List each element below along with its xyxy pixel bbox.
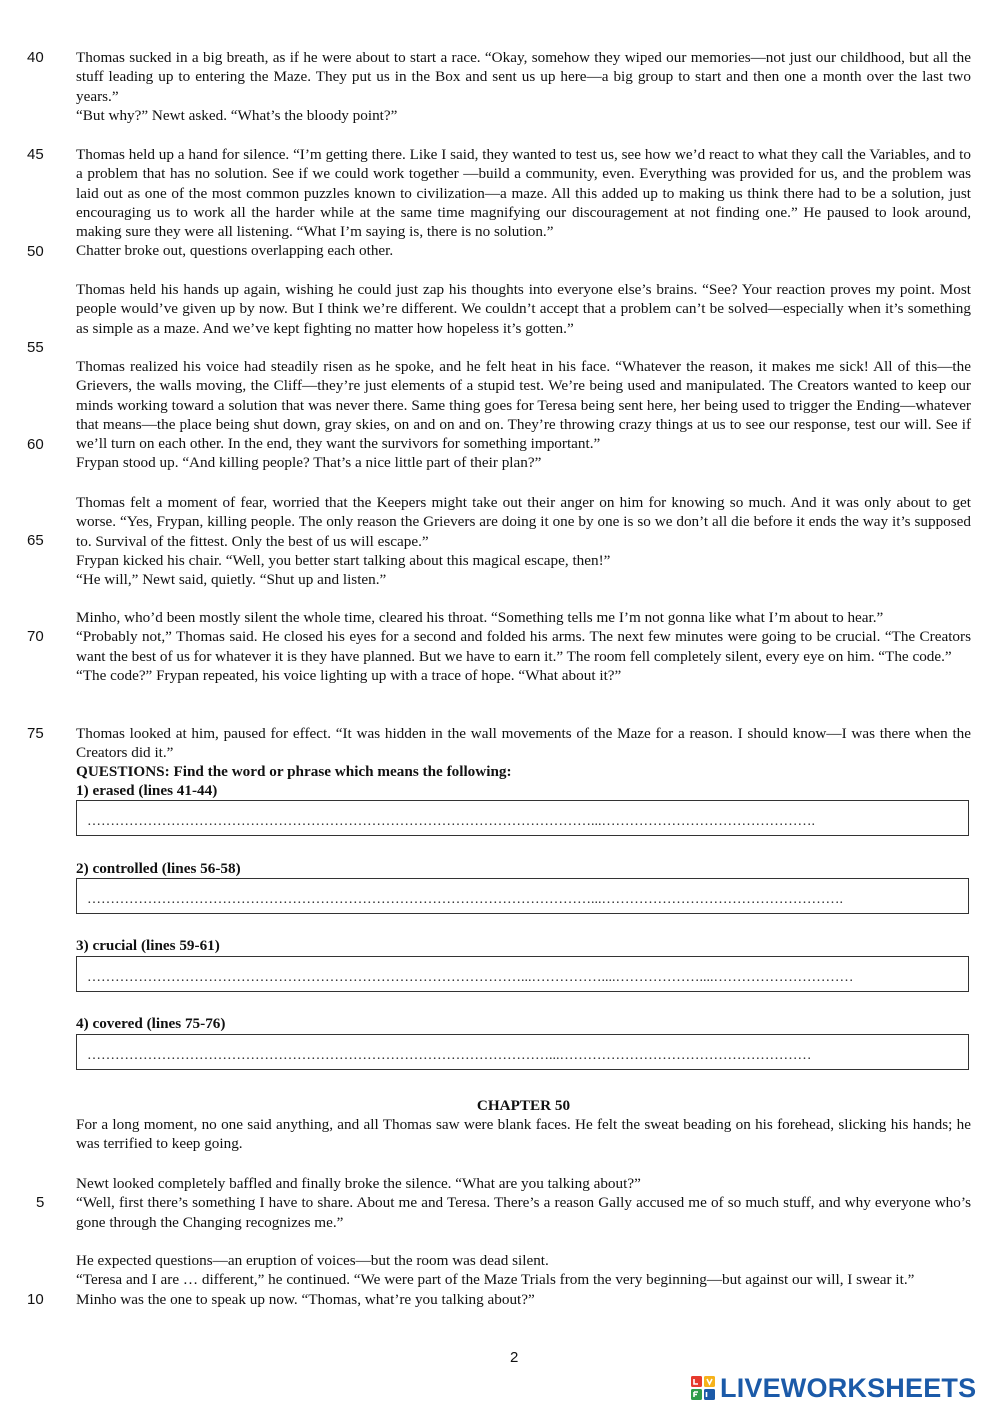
paragraph-line: Minho, who’d been mostly silent the whole time, cleared his throat. “Something tells me I’m not gonna like what I’m about to hear.”: [76, 609, 884, 626]
paragraph-line: “He will,” Newt said, quietly. “Shut up and listen.”: [76, 571, 387, 589]
passage-paragraph: [76, 608, 971, 685]
line-number: 75: [27, 725, 44, 742]
paragraph-line: “Teresa and I are … different,” he continued. “We were part of the Maze Trials from the very beginning—but against our will, I swear it.”: [76, 1271, 915, 1289]
answer-box-3[interactable]: [76, 956, 969, 992]
paragraph-line: Thomas held his hands up again, wishing he could just zap his thoughts into everyone else’s brains. “See? Your reaction proves my point. Most people would’ve given up by now. But I think we’re different. We couldn’t accept that a problem can’t be solved—especially when it’s something as simple as a maze. And we’ve kept fighting no matter how hopeless it’s gotten.”: [76, 281, 971, 337]
passage-paragraph: [76, 145, 971, 261]
paragraph-line: Thomas realized his voice had steadily risen as he spoke, and he felt heat in his face. “Whatever the reason, it makes me sick! All of this—the Grievers, the walls moving, the Cliff—they’re just elements of a stupid test. We’re being used and manipulated. The Creators wanted to keep our minds working toward a solution that was never there. Same thing goes for Teresa being sent here, her being used to trigger the Ending—whatever that means—the place being shut down, gray skies, on and on and on. They’re throwing crazy things at us to see our response, test our will. See if we’ll turn on each other. In the end, they want the survivors for something important.”: [76, 358, 971, 453]
paragraph-line: Thomas looked at him, paused for effect. “It was hidden in the wall movements of the Maze for a reason. I should know—I was there when the Creators did it.”: [76, 725, 971, 762]
questions-heading: QUESTIONS: Find the word or phrase which means the following:: [76, 763, 512, 780]
chapter-paragraph: [76, 1174, 971, 1232]
paragraph-line: Minho was the one to speak up now. “Thomas, what’re you talking about?”: [76, 1290, 535, 1308]
answer-input-2[interactable]: [83, 879, 958, 913]
line-number: 10: [27, 1291, 44, 1308]
question-label: 2) controlled (lines 56-58): [76, 860, 241, 877]
passage-paragraph: [76, 493, 971, 589]
answer-input-3[interactable]: [83, 957, 958, 991]
liveworksheets-logo-icon: [690, 1375, 716, 1401]
passage-paragraph: [76, 48, 971, 125]
paragraph-line: “Well, first there’s something I have to share. About me and Teresa. There’s a reason Gally accused me of so much stuff, and why everyone who’s gone through the Changing recognizes me.”: [76, 1194, 971, 1231]
liveworksheets-brand: [690, 1373, 976, 1403]
line-number: 45: [27, 146, 44, 163]
paragraph-line: “Probably not,” Thomas said. He closed his eyes for a second and folded his arms. The next few minutes were going to be crucial. “The Creators want the best of us for whatever it is they have planned. But we have to earn it.” The room fell completely silent, every eye on him. “The code.”: [76, 628, 971, 665]
answer-box-2[interactable]: [76, 878, 969, 914]
answer-box-4[interactable]: [76, 1034, 969, 1070]
chapter-title: CHAPTER 50: [476, 1097, 571, 1114]
passage-paragraph: [76, 357, 971, 473]
line-number: 65: [27, 532, 44, 549]
page-number: 2: [510, 1349, 519, 1366]
paragraph-line: Newt looked completely baffled and finally broke the silence. “What are you talking about?”: [76, 1175, 641, 1192]
line-number: 60: [27, 436, 44, 453]
line-number: 50: [27, 243, 44, 260]
paragraph-line: He expected questions—an eruption of voices—but the room was dead silent.: [76, 1252, 549, 1269]
paragraph-line: Chatter broke out, questions overlapping each other.: [76, 242, 394, 260]
paragraph-line: Thomas sucked in a big breath, as if he were about to start a race. “Okay, somehow they wiped our memories—not just our childhood, but all the stuff leading up to entering the Maze. They put us in the Box and sent us up here—a big group to start and then one a month over the last two years.”: [76, 49, 971, 105]
paragraph-line: Frypan kicked his chair. “Well, you better start talking about this magical escape, then!”: [76, 551, 611, 569]
question-label: 3) crucial (lines 59-61): [76, 937, 220, 954]
chapter-paragraph: [76, 1115, 971, 1154]
paragraph-line: Thomas held up a hand for silence. “I’m getting there. Like I said, they wanted to test us, see how we’d react to what they call the Variables, and to a problem that has no solution. See if we could work together —build a community, even. Everything was provided for us, and the problem was laid out as one of the most common puzzles known to civilization—a maze. All this added up to making us think there had to be a solution, just encouraging us to work all the harder while at the same time magnifying our discouragement at not finding one.” He paused to look around, making sure they were all listening. “What I’m saying is, there is no solution.”: [76, 146, 971, 241]
answer-input-4[interactable]: [83, 1035, 958, 1069]
passage-paragraph: [76, 280, 971, 338]
question-label: 1) erased (lines 41-44): [76, 782, 218, 799]
paragraph-line: For a long moment, no one said anything, and all Thomas saw were blank faces. He felt the sweat beading on his forehead, slicking his hands; he was terrified to keep going.: [76, 1116, 971, 1153]
paragraph-line: Thomas felt a moment of fear, worried that the Keepers might take out their anger on him for knowing so much. And it was only about to get worse. “Yes, Frypan, killing people. The only reason the Grievers are doing it one by one is so we don’t all die before it ends the way it’s supposed to. Survival of the fittest. Only the best of us will escape.”: [76, 494, 971, 550]
chapter-paragraph: [76, 1251, 971, 1309]
paragraph-line: “The code?” Frypan repeated, his voice lighting up with a trace of hope. “What about it?”: [76, 666, 622, 684]
brand-name: LIVEWORKSHEETS: [720, 1372, 977, 1403]
line-number: 55: [27, 339, 44, 356]
line-number: 40: [27, 49, 44, 66]
paragraph-line: “But why?” Newt asked. “What’s the bloody point?”: [76, 106, 398, 124]
answer-input-1[interactable]: [83, 801, 958, 835]
answer-box-1[interactable]: [76, 800, 969, 836]
line-number: 5: [36, 1194, 45, 1211]
paragraph-line: Frypan stood up. “And killing people? That’s a nice little part of their plan?”: [76, 454, 542, 472]
question-label: 4) covered (lines 75-76): [76, 1015, 226, 1032]
line-number: 70: [27, 628, 44, 645]
passage-paragraph: [76, 724, 971, 763]
